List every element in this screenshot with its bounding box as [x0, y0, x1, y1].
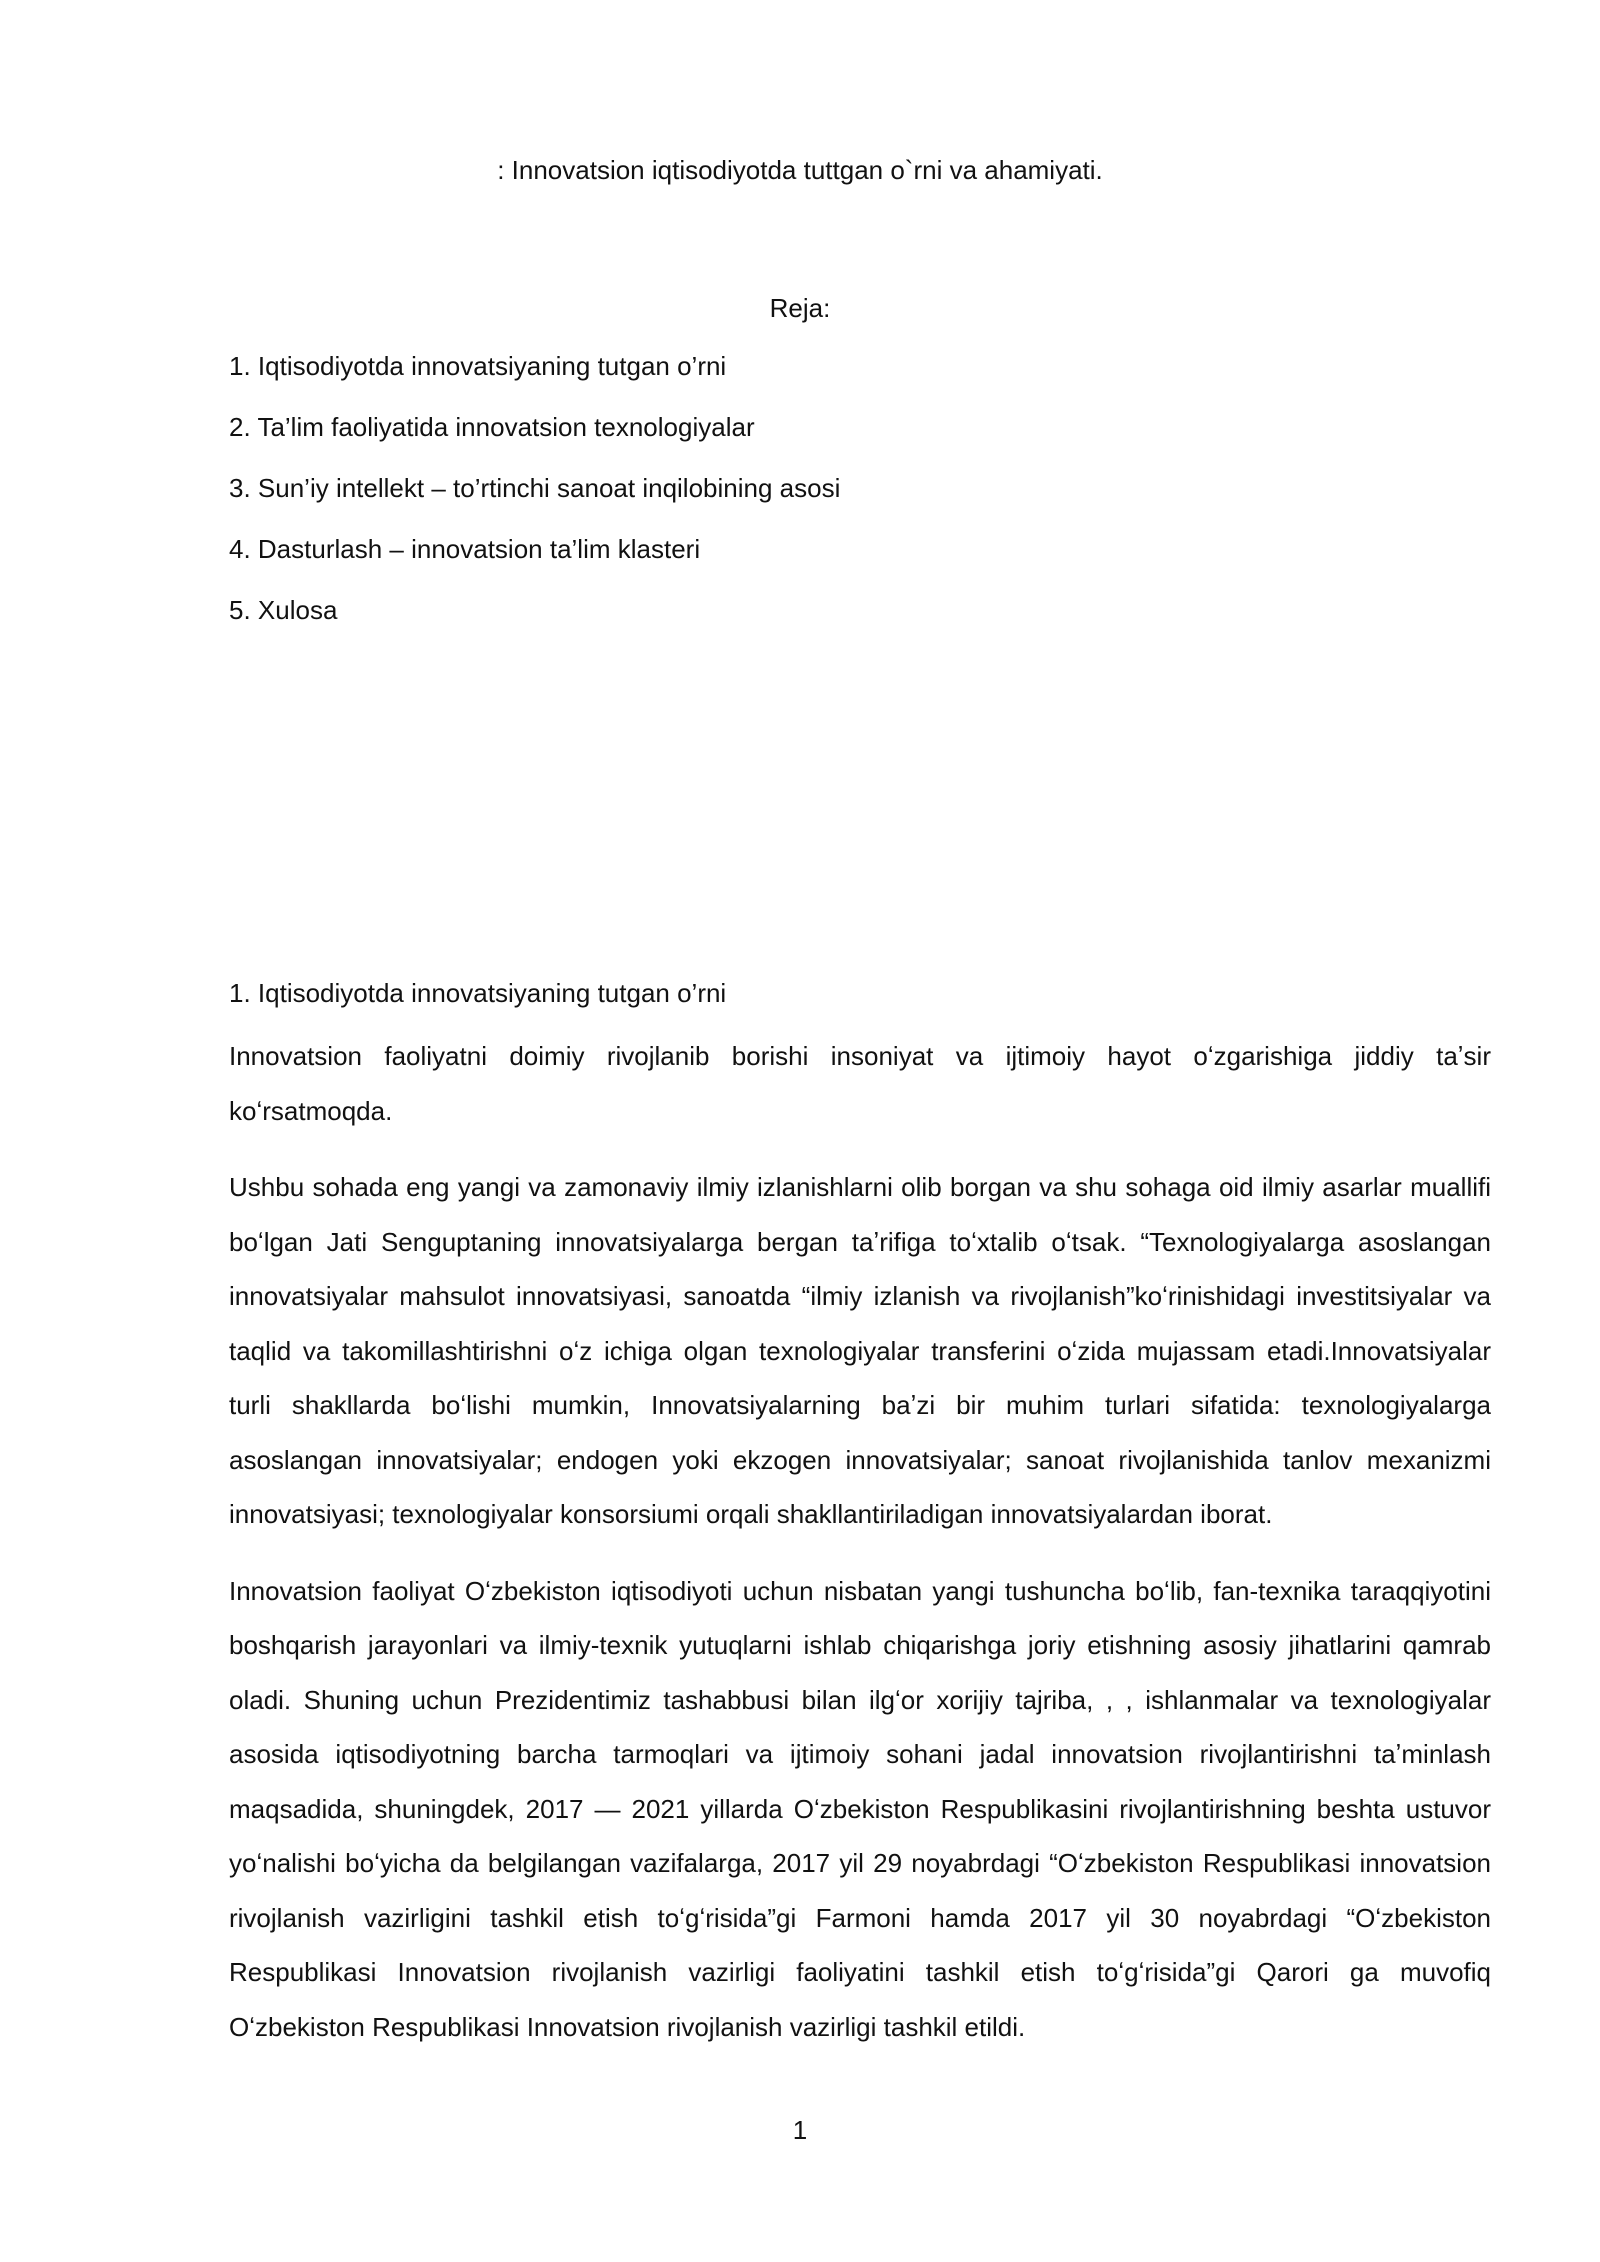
plan-item-2: 2. Ta’lim faoliyatida innovatsion texnologiyalar — [229, 412, 755, 442]
plan-item-5: 5. Xulosa — [229, 595, 338, 625]
document-body — [229, 975, 1491, 2076]
paragraph-3: Innovatsion faoliyat Oʻzbekiston iqtisodiyoti uchun nisbatan yangi tushuncha boʻlib, fan-texnika taraqqiyotini boshqarish jarayonlari va ilmiy-texnik yutuqlarni ishlab chiqarishga joriy etishning asosiy jihatlarini qamrab oladi. Shuning uchun Prezidentimiz tashabbusi bilan ilgʻor xorijiy tajriba, , , ishlanmalar va texnologiyalar asosida iqtisodiyotning barcha tarmoqlari va ijtimoiy sohani jadal innovatsion rivojlantirishni taʼminlash maqsadida, shuningdek, 2017 — 2021 yillarda Oʻzbekiston Respublikasini rivojlantirishning beshta ustuvor yoʻnalishi boʻyicha da belgilangan vazifalarga, 2017 yil 29 noyabrdagi “Oʻzbekiston Respublikasi innovatsion rivojlanish vazirligini tashkil etish toʻgʻrisida”gi Farmoni hamda 2017 yil 30 noyabrdagi “Oʻzbekiston Respublikasi Innovatsion rivojlanish vazirligi faoliyatini tashkil etish toʻgʻrisida”gi Qarori ga muvofiq Oʻzbekiston Respublikasi Innovatsion rivojlanish vazirligi tashkil etildi. — [229, 1575, 1491, 2042]
paragraph-1: Innovatsion faoliyatni doimiy rivojlanib borishi insoniyat va ijtimoiy hayot oʻzgarishiga jiddiy taʼsir koʻrsatmoqda. — [229, 1041, 1491, 1126]
plan-heading: Reja: — [769, 293, 831, 323]
document-title: : Innovatsion iqtisodiyotda tuttgan o`rni va ahamiyati. — [497, 155, 1103, 185]
plan-list — [229, 348, 1489, 653]
plan-item-4: 4. Dasturlash – innovatsion ta’lim klasteri — [229, 534, 701, 564]
section-heading: 1. Iqtisodiyotda innovatsiyaning tutgan o’rni — [229, 978, 727, 1008]
paragraph-2: Ushbu sohada eng yangi va zamonaviy ilmiy izlanishlarni olib borgan va shu sohaga oid ilmiy asarlar muallifi boʻlgan Jati Senguptaning innovatsiyalarga bergan taʼrifiga toʻxtalib oʻtsak. “Texnologiyalarga asoslangan innovatsiyalar mahsulot innovatsiyasi, sanoatda “ilmiy izlanish va rivojlanish”koʻrinishidagi investitsiyalar va taqlid va takomillashtirishni oʻz ichiga olgan texnologiyalar transferini oʻzida mujassam etadi.Innovatsiyalar turli shakllarda boʻlishi mumkin, Innovatsiyalarning baʼzi bir muhim turlari sifatida: texnologiyalarga asoslangan innovatsiyalar; endogen yoki ekzogen innovatsiyalar; sanoat rivojlanishida tanlov mexanizmi innovatsiyasi; texnologiyalar konsorsiumi orqali shakllantiriladigan innovatsiyalardan iborat. — [229, 1172, 1491, 1529]
plan-item-3: 3. Sun’iy intellekt – to’rtinchi sanoat inqilobining asosi — [229, 473, 841, 503]
page-number: 1 — [792, 2115, 808, 2145]
plan-item-1: 1. Iqtisodiyotda innovatsiyaning tutgan o’rni — [229, 351, 727, 381]
